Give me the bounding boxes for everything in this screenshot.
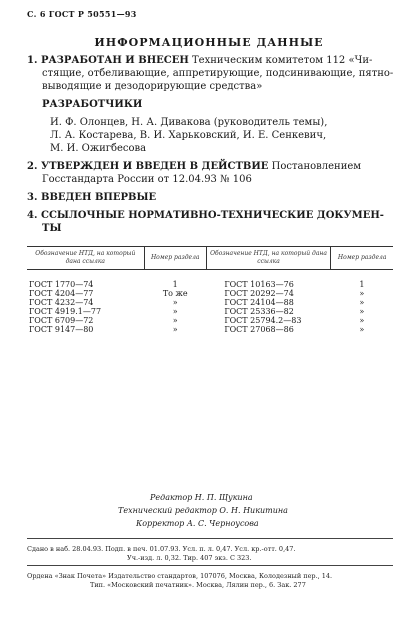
editor-credit: Редактор Н. П. Щукина: [150, 493, 253, 502]
table-cell: 1: [172, 280, 178, 289]
table-cell: »: [172, 298, 178, 307]
publication-line1: Сдано в наб. 28.04.93. Подп. в печ. 01.07.93. Усл. п. л. 0,47. Усл. кр.-отт. 0,47.: [27, 545, 296, 553]
section-4: [27, 209, 384, 222]
section-3: [27, 191, 156, 204]
page-header: С. 6 ГОСТ Р 50551—93: [27, 9, 137, 19]
table-cell: ГОСТ 25794.2—83: [224, 316, 302, 325]
table-cell: ГОСТ 24104—88: [224, 298, 294, 307]
table-row: [27, 316, 393, 325]
divider-top: [27, 538, 393, 539]
section-3-number: 3.: [27, 192, 38, 203]
divider-bottom: [27, 565, 393, 566]
table-cell: ГОСТ 1770—74: [29, 280, 94, 289]
publisher-line: Ордена «Знак Почета» Издательство стандартов, 107076, Москва, Колодезный пер., 14.: [27, 572, 333, 580]
table-cell: То же: [162, 289, 188, 298]
section-1-line1-text: Техническим комитетом 112 «Чи-: [188, 55, 373, 66]
table-cell: »: [359, 298, 365, 307]
table-cell: »: [359, 289, 365, 298]
section-1-line2: стящие, отбеливающие, аппретирующие, подсинивающие, пятно-: [42, 68, 394, 79]
table-cell: ГОСТ 20292—74: [224, 289, 294, 298]
developers-line3: М. И. Ожигбесова: [50, 143, 147, 154]
table-cell: »: [172, 325, 178, 334]
table-header-section-2: Номер раздела: [331, 247, 393, 270]
table-cell: ГОСТ 27068—86: [224, 325, 294, 334]
section-4-number: 4.: [27, 210, 38, 221]
table-cell: »: [172, 316, 178, 325]
table-cell: »: [359, 325, 365, 334]
printer-line: Тип. «Московский печатник». Москва, Лялин пер., 6. Зак. 277: [90, 581, 306, 589]
section-2-number: 2.: [27, 161, 38, 172]
table-cell: »: [172, 307, 178, 316]
section-2-heading: УТВЕРЖДЕН И ВВЕДЕН В ДЕЙСТВИЕ: [41, 161, 269, 172]
section-2: [27, 160, 361, 173]
tech-editor-credit: Технический редактор О. Н. Никитина: [118, 506, 288, 515]
table-cell: »: [359, 307, 365, 316]
section-1: [27, 54, 372, 67]
section-4-heading: ССЫЛОЧНЫЕ НОРМАТИВНО-ТЕХНИЧЕСКИЕ ДОКУМЕН-: [41, 210, 384, 221]
table-row: [27, 325, 393, 340]
table-row: [27, 289, 393, 298]
corrector-credit: Корректор А. С. Черноусова: [136, 519, 259, 528]
table-cell: ГОСТ 10163—76: [224, 280, 294, 289]
table-header-section-1: Номер раздела: [144, 247, 206, 270]
table-row: [27, 270, 393, 290]
table-cell: ГОСТ 4232—74: [29, 298, 94, 307]
table-row: [27, 307, 393, 316]
developers-line1: И. Ф. Олонцев, Н. А. Дивакова (руководитель темы),: [50, 117, 328, 128]
table-cell: ГОСТ 25336—82: [224, 307, 294, 316]
section-3-heading: ВВЕДЕН ВПЕРВЫЕ: [41, 192, 157, 203]
table-row: [27, 298, 393, 307]
developers-line2: Л. А. Костарева, В. И. Харьковский, И. Е. Сенкевич,: [50, 130, 327, 141]
section-1-heading: РАЗРАБОТАН И ВНЕСЕН: [41, 55, 189, 66]
table-cell: ГОСТ 9147—80: [29, 325, 94, 334]
table-cell: ГОСТ 4919.1—77: [29, 307, 102, 316]
developers-heading: РАЗРАБОТЧИКИ: [42, 99, 143, 110]
section-4-line2: ТЫ: [42, 223, 62, 234]
references-table: [27, 246, 393, 340]
section-2-line1-text: Постановлением: [268, 161, 362, 172]
table-cell: ГОСТ 4204—77: [29, 289, 94, 298]
table-header-row: [27, 247, 393, 270]
table-header-ntd-2: Обозначение НТД, на который дана ссылка: [206, 247, 330, 270]
table-header-ntd-1: Обозначение НТД, на который дана ссылка: [27, 247, 144, 270]
section-2-line2: Госстандарта России от 12.04.93 № 106: [42, 174, 252, 185]
table-cell: ГОСТ 6709—72: [29, 316, 94, 325]
table-cell: 1: [359, 280, 365, 289]
section-1-line3: выводящие и дезодорирующие средства»: [42, 81, 263, 92]
section-1-number: 1.: [27, 55, 38, 66]
document-title: ИНФОРМАЦИОННЫЕ ДАННЫЕ: [94, 36, 324, 49]
table-cell: »: [359, 316, 365, 325]
publication-line2: Уч.-изд. л. 0,32. Тир. 407 экз. С 323.: [127, 554, 252, 562]
